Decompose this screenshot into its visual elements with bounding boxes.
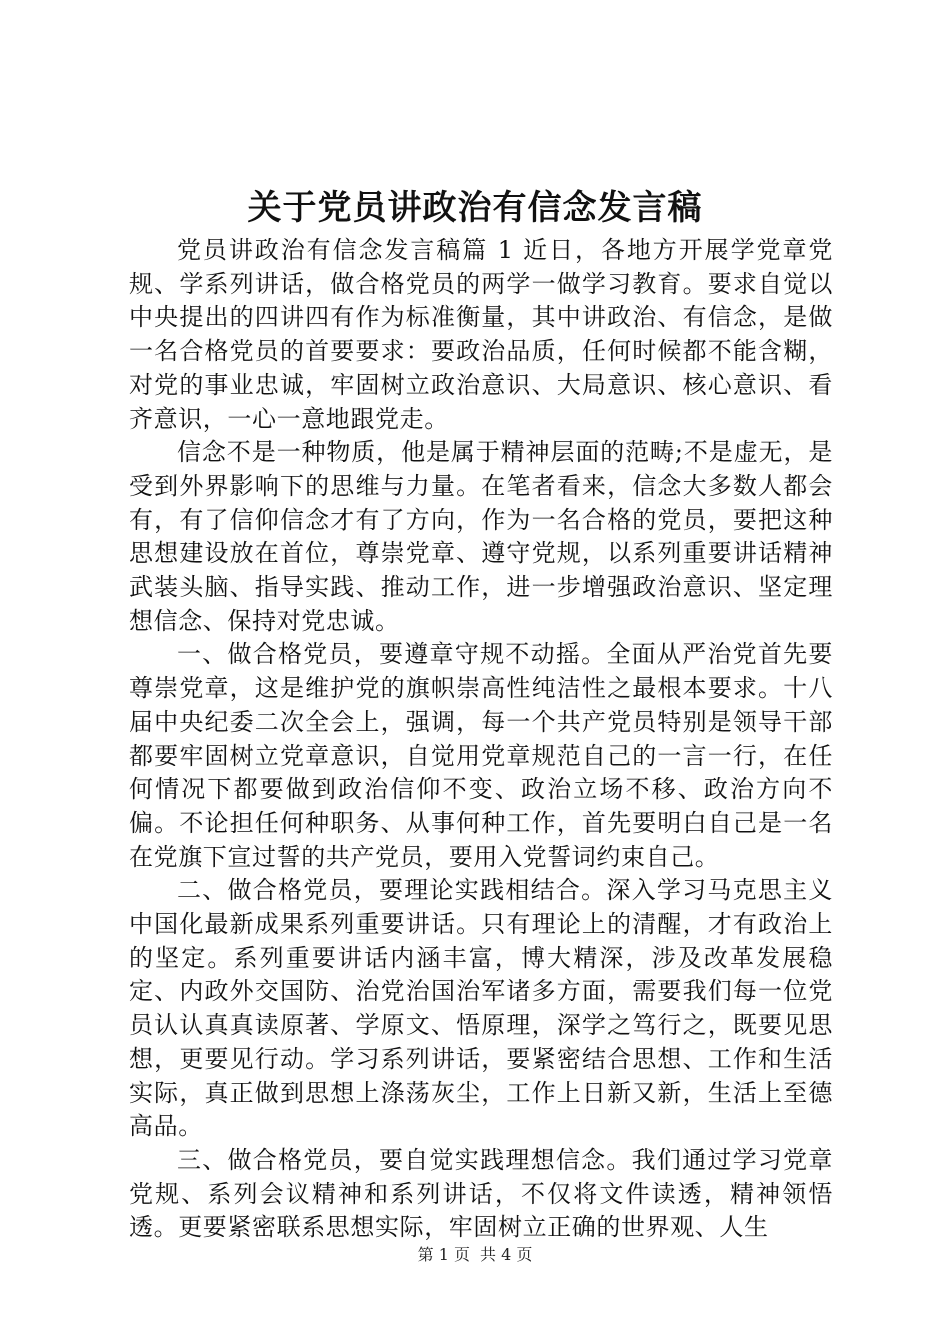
document-title: 关于党员讲政治有信念发言稿 — [247, 188, 703, 228]
paragraph-1: 党员讲政治有信念发言稿篇 1 近日，各地方开展学党章党规、学系列讲话，做合格党员的两学一做学习教育。要求自觉以中央提出的四讲四有作为标准衡量，其中讲政治、有信念，是做一名合格党员的首要要求：要政治品质，任何时候都不能含糊，对党的事业忠诚，牢固树立政治意识、大局意识、核心意识、看齐意识，一心一意地跟党走。 — [129, 236, 833, 433]
paragraph-4: 二、做合格党员，要理论实践相结合。深入学习马克思主义中国化最新成果系列重要讲话。只有理论上的清醒，才有政治上的坚定。系列重要讲话内涵丰富，博大精深，涉及改革发展稳定、内政外交国防、治党治国治军诸多方面，需要我们每一位党员认认真真读原著、学原文、悟原理，深学之笃行之，既要见思想，更要见行动。学习系列讲话，要紧密结合思想、工作和生活实际，真正做到思想上涤荡灰尘，工作上日新又新，生活上至德高品。 — [129, 876, 833, 1141]
page-total: 共 4 页 — [480, 1245, 533, 1264]
paragraph-5: 三、做合格党员，要自觉实践理想信念。我们通过学习党章党规、系列会议精神和系列讲话，不仅将文件读透，精神领悟透。更要紧密联系思想实际，牢固树立正确的世界观、人生 — [129, 1145, 833, 1242]
page-footer — [0, 1245, 950, 1265]
page-number: 第 1 页 — [417, 1245, 470, 1264]
paragraph-3: 一、做合格党员，要遵章守规不动摇。全面从严治党首先要尊崇党章，这是维护党的旗帜崇高性纯洁性之最根本要求。十八届中央纪委二次全会上，强调，每一个共产党员特别是领导干部都要牢固树立党章意识，自觉用党章规范自己的一言一行，在任何情况下都要做到政治信仰不变、政治立场不移、政治方向不偏。不论担任何种职务、从事何种工作，首先要明白自己是一名在党旗下宣过誓的共产党员，要用入党誓词约束自己。 — [129, 640, 833, 871]
document-body — [129, 234, 833, 1245]
paragraph-2: 信念不是一种物质，他是属于精神层面的范畴;不是虚无，是受到外界影响下的思维与力量。在笔者看来，信念大多数人都会有，有了信仰信念才有了方向，作为一名合格的党员，要把这种思想建设放在首位，尊崇党章、遵守党规，以系列重要讲话精神武装头脑、指导实践、推动工作，进一步增强政治意识、坚定理想信念、保持对党忠诚。 — [129, 438, 833, 635]
